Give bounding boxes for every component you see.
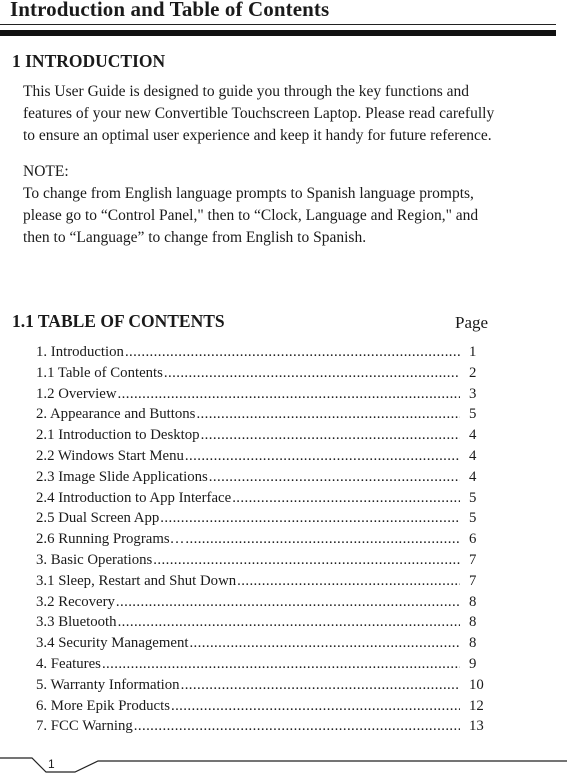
toc-entry-label: 1. Introduction xyxy=(36,344,124,360)
toc-dot-leader xyxy=(185,529,460,550)
toc-dot-leader xyxy=(237,571,460,592)
paragraph-line: This User Guide is designed to guide you through the key functions and xyxy=(23,83,469,100)
toc-dot-leader xyxy=(116,592,460,613)
toc-dot-leader xyxy=(196,404,460,425)
toc-entry[interactable] xyxy=(36,716,496,737)
toc-entry[interactable] xyxy=(36,571,496,592)
toc-dot-leader xyxy=(153,550,460,571)
toc-entry[interactable] xyxy=(36,592,496,613)
toc-entry-page: 7 xyxy=(469,572,477,589)
toc-dot-leader xyxy=(102,654,460,675)
note-label: NOTE: xyxy=(23,163,69,180)
toc-entry-page: 12 xyxy=(469,697,484,714)
introduction-heading: 1 INTRODUCTION xyxy=(12,51,166,71)
toc-list xyxy=(36,342,496,737)
toc-entry-label: 5. Warranty Information xyxy=(36,676,180,693)
paragraph-line: features of your new Convertible Touchscreen Laptop. Please read carefully xyxy=(23,105,495,122)
toc-dot-leader xyxy=(118,612,460,633)
toc-entry-label: 2.1 Introduction to Desktop xyxy=(36,427,200,444)
toc-dot-leader xyxy=(160,508,460,529)
toc-entry-label: 3.1 Sleep, Restart and Shut Down xyxy=(36,572,237,589)
toc-page-column-heading: Page xyxy=(455,313,489,332)
note-line: please go to “Control Panel," then to “Clock, Language and Region," and xyxy=(23,207,479,224)
toc-entry-page: 1 xyxy=(469,344,477,360)
toc-dot-leader xyxy=(185,446,460,467)
toc-entry-label: 1.1 Table of Contents xyxy=(36,364,163,381)
footer-tab-line xyxy=(0,755,567,775)
toc-heading: 1.1 TABLE OF CONTENTS xyxy=(12,311,225,331)
page-number: 1 xyxy=(48,757,55,771)
toc-entry[interactable] xyxy=(36,467,496,488)
toc-dot-leader xyxy=(134,716,460,737)
paragraph-line: to ensure an optimal user experience and keep it handy for future reference. xyxy=(23,127,492,144)
toc-entry-page: 10 xyxy=(469,676,484,693)
toc-entry-label: 2. Appearance and Buttons xyxy=(36,406,196,423)
toc-entry-label: 3.3 Bluetooth xyxy=(36,614,117,631)
toc-dot-leader xyxy=(164,363,460,384)
toc-entry[interactable] xyxy=(36,404,496,425)
toc-entry-page: 4 xyxy=(469,427,477,444)
toc-entry[interactable] xyxy=(36,508,496,529)
note-line: then to “Language” to change from English to Spanish. xyxy=(23,229,367,246)
toc-entry-page: 13 xyxy=(469,718,484,735)
toc-entry[interactable] xyxy=(36,529,496,550)
note-block xyxy=(23,161,478,249)
toc-entry[interactable] xyxy=(36,363,496,384)
toc-entry[interactable] xyxy=(36,654,496,675)
toc-entry[interactable] xyxy=(36,342,496,363)
toc-entry-page: 4 xyxy=(469,468,477,485)
toc-entry-page: 6 xyxy=(469,531,477,548)
toc-entry[interactable] xyxy=(36,550,496,571)
toc-dot-leader xyxy=(171,696,460,717)
toc-entry-page: 9 xyxy=(469,655,477,672)
toc-entry[interactable] xyxy=(36,612,496,633)
toc-entry[interactable] xyxy=(36,633,496,654)
toc-entry-page: 2 xyxy=(469,364,477,381)
toc-dot-leader xyxy=(118,384,460,405)
toc-entry-page: 8 xyxy=(469,593,477,610)
toc-entry-label: 2.4 Introduction to App Interface xyxy=(36,489,232,506)
toc-entry[interactable] xyxy=(36,384,496,405)
toc-entry[interactable] xyxy=(36,675,496,696)
toc-entry[interactable] xyxy=(36,446,496,467)
note-line: To change from English language prompts to Spanish language prompts, xyxy=(23,185,474,202)
toc-entry-label: 2.5 Dual Screen App xyxy=(36,510,160,527)
toc-entry-page: 3 xyxy=(469,385,477,402)
toc-entry-page: 5 xyxy=(469,510,477,527)
header-rule-thin xyxy=(0,24,556,25)
page-header-title: Introduction and Table of Contents xyxy=(10,0,330,21)
introduction-paragraph xyxy=(23,81,494,147)
toc-entry[interactable] xyxy=(36,696,496,717)
toc-entry-label: 2.6 Running Programs… xyxy=(36,531,185,548)
toc-dot-leader xyxy=(125,342,460,363)
toc-entry-label: 2.3 Image Slide Applications xyxy=(36,468,208,485)
toc-entry[interactable] xyxy=(36,425,496,446)
toc-entry-page: 7 xyxy=(469,551,477,568)
toc-entry-page: 8 xyxy=(469,614,477,631)
toc-entry-page: 5 xyxy=(469,406,477,423)
toc-entry-label: 3.2 Recovery xyxy=(36,593,115,610)
toc-dot-leader xyxy=(189,633,460,654)
toc-dot-leader xyxy=(181,675,460,696)
toc-entry-label: 7. FCC Warning xyxy=(36,718,133,735)
toc-entry-label: 2.2 Windows Start Menu xyxy=(36,447,184,464)
toc-entry-page: 4 xyxy=(469,447,477,464)
toc-entry-label: 6. More Epik Products xyxy=(36,697,170,714)
toc-entry[interactable] xyxy=(36,488,496,509)
header-rule-thick xyxy=(0,30,556,36)
toc-entry-page: 8 xyxy=(469,635,477,652)
toc-entry-label: 1.2 Overview xyxy=(36,385,117,402)
toc-entry-label: 3.4 Security Management xyxy=(36,635,189,652)
toc-dot-leader xyxy=(209,467,460,488)
toc-entry-label: 4. Features xyxy=(36,655,101,672)
toc-entry-page: 5 xyxy=(469,489,477,506)
toc-entry-label: 3. Basic Operations xyxy=(36,551,153,568)
toc-dot-leader xyxy=(232,488,460,509)
toc-dot-leader xyxy=(201,425,460,446)
